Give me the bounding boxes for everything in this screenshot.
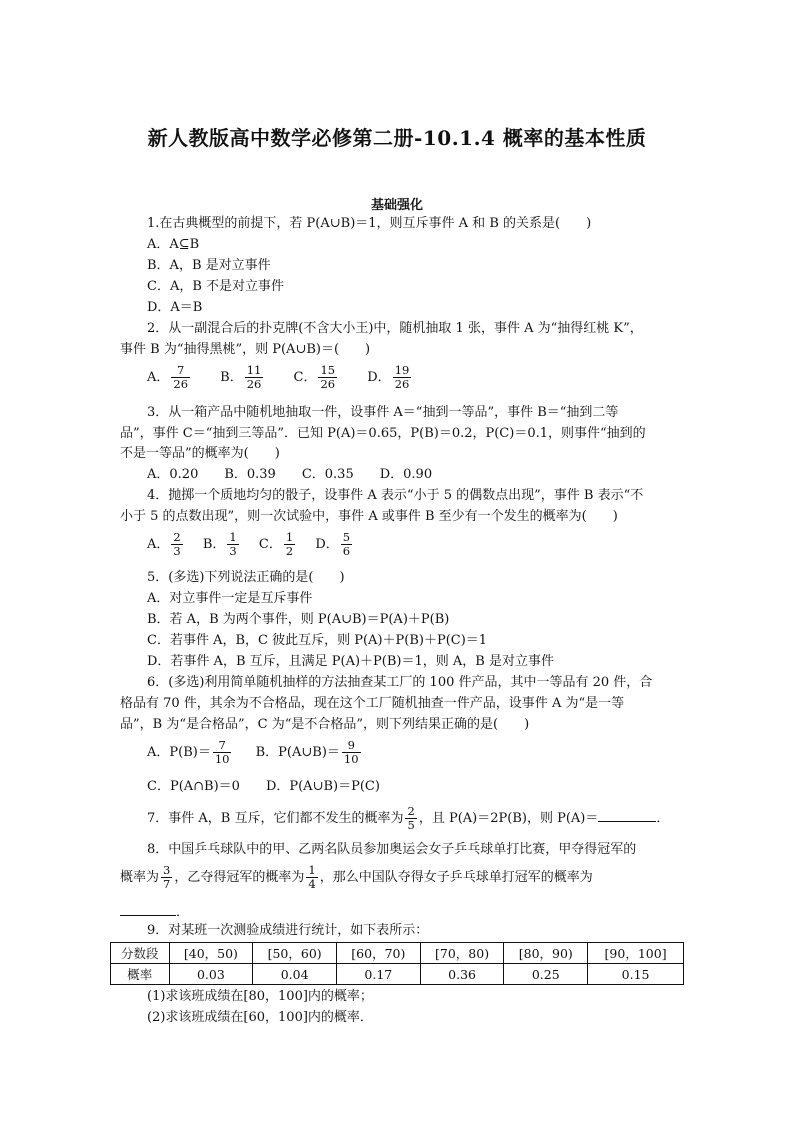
table-row — [111, 964, 684, 985]
table-cell: 0.04 — [253, 964, 337, 985]
fraction: $\frac{2}{3}$ — [173, 530, 181, 558]
fraction: $\frac{1}{4}$ — [308, 863, 316, 891]
q4-option-a: A． $\frac{2}{3}$ — [147, 530, 181, 558]
table-cell: [60，70) — [336, 943, 420, 964]
page-title: 新人教版高中数学必修第二册-10.1.4 概率的基本性质 — [147, 126, 647, 150]
table-cell: 0.15 — [588, 964, 684, 985]
fraction: $\frac{1}{2}$ — [285, 530, 294, 558]
q2-stem-line1: 2．从一副混合后的扑克牌(不含大小王)中，随机抽取 1 张，事件 A 为“抽得红桃 K”， — [147, 321, 643, 336]
q6-options-cd: C．P(A∩B)＝0 D．P(A∪B)＝P(C) — [147, 779, 380, 794]
table-cell: [90，100] — [588, 943, 684, 964]
q1-stem: 1.在古典概型的前提下，若 P(A∪B)＝1，则互斥事件 A 和 B 的关系是( ) — [147, 216, 592, 231]
q8-stem-line1: 8．中国乒乓球队中的甲、乙两名队员参加奥运会女子乒乓球单打比赛，甲夺得冠军的 — [147, 842, 637, 857]
section-heading: 基础强化 — [370, 198, 423, 213]
table-cell: [70，80) — [420, 943, 504, 964]
q1-option-b: B．A，B 是对立事件 — [147, 258, 271, 273]
q2-option-d: D． $\frac{19}{26}$ — [367, 363, 410, 391]
q5-option-c: C．若事件 A，B，C 彼此互斥，则 P(A)＋P(B)＋P(C)＝1 — [147, 633, 488, 648]
q1-option-a: A．A⊆B — [147, 237, 200, 252]
table-cell: 0.17 — [336, 964, 420, 985]
q5-option-d: D．若事件 A，B 互斥，且满足 P(A)＋P(B)＝1，则 A，B 是对立事件 — [147, 654, 554, 669]
q6-option-a: A．P(B)＝ $\frac{7}{10}$ — [147, 738, 230, 766]
fraction: $\frac{2}{5}$ — [407, 804, 415, 832]
fraction: $\frac{15}{26}$ — [320, 363, 336, 391]
table-header-row — [111, 943, 684, 964]
q6-stem-line1: 6．(多选)利用简单随机抽样的方法抽查某工厂的 100 件产品，其中一等品有 20 件，合 — [147, 675, 653, 690]
fraction: $\frac{5}{6}$ — [342, 530, 351, 558]
fraction: $\frac{7}{26}$ — [173, 363, 189, 391]
q5-option-b: B．若 A，B 为两个事件，则 P(A∪B)＝P(A)＋P(B) — [147, 612, 450, 627]
table-cell: 0.25 — [504, 964, 588, 985]
table-cell: [80，90) — [504, 943, 588, 964]
q9-part1: (1)求该班成绩在[80，100]内的概率； — [147, 989, 373, 1004]
q5-stem: 5．(多选)下列说法正确的是( ) — [147, 570, 345, 585]
q4-options — [147, 531, 354, 558]
fraction: $\frac{1}{3}$ — [229, 530, 237, 558]
q1-option-d: D．A＝B — [147, 300, 203, 315]
q4-option-b: B． $\frac{1}{3}$ — [202, 530, 237, 558]
table-cell: 分数段 — [111, 943, 170, 964]
q5-option-a: A．对立事件一定是互斥事件 — [147, 591, 313, 606]
q8-stem-line2: 概率为 $\frac{3}{7}$ ，乙夺得冠军的概率为 $\frac{1}{4}$ ，那么中国队夺得女子乒乓球单打冠军的概率为 — [120, 863, 593, 891]
table-cell: [40，50) — [169, 943, 253, 964]
table-cell: [50，60) — [253, 943, 337, 964]
q2-stem-line2: 事件 B 为“抽得黑桃”，则 P(A∪B)＝( ) — [120, 342, 371, 357]
q1-option-c: C．A，B 不是对立事件 — [147, 279, 285, 294]
q3-stem-line2: 品”，事件 C＝“抽到三等品”．已知 P(A)＝0.65，P(B)＝0.2，P(C)＝0.1，则事件“抽到的 — [120, 426, 646, 441]
q3-stem-line3: 不是一等品”的概率为( ) — [120, 446, 280, 461]
q2-option-a: A． $\frac{7}{26}$ — [147, 363, 189, 391]
q9-stem: 9．对某班一次测验成绩进行统计，如下表所示： — [147, 923, 429, 938]
fraction: $\frac{11}{26}$ — [246, 363, 262, 391]
q6-option-b: B．P(A∪B)＝ $\frac{9}{10}$ — [255, 738, 359, 766]
table-cell: 0.36 — [420, 964, 504, 985]
q9-part2: (2)求该班成绩在[60，100]内的概率． — [147, 1010, 373, 1025]
table-cell: 概率 — [111, 964, 170, 985]
fraction: $\frac{19}{26}$ — [394, 363, 410, 391]
q4-option-d: D． $\frac{5}{6}$ — [315, 530, 351, 558]
q2-option-b: B． $\frac{11}{26}$ — [220, 363, 262, 391]
q3-stem-line1: 3．从一箱产品中随机地抽取一件，设事件 A＝“抽到一等品”，事件 B＝“抽到二等 — [147, 405, 619, 420]
fraction: $\frac{7}{10}$ — [214, 738, 230, 766]
answer-blank[interactable] — [120, 903, 176, 916]
answer-blank[interactable] — [598, 809, 656, 822]
q7-stem: 7．事件 A，B 互斥，它们都不发生的概率为 $\frac{2}{5}$ ，且 P(A)＝2P(B)，则 P(A)＝ ． — [147, 804, 670, 832]
q6-stem-line2: 格品有 70 件，其余为不合格品，现在这个工厂随机抽查一件产品，设事件 A 为“是一等 — [120, 696, 625, 711]
q8-answer-line: ． — [120, 903, 189, 921]
q2-option-c: C． $\frac{15}{26}$ — [293, 363, 336, 391]
q3-options: A．0.20 B．0.39 C．0.35 D．0.90 — [147, 467, 433, 482]
fraction: $\frac{3}{7}$ — [163, 863, 171, 891]
q6-stem-line3: 品”，B 为“是合格品”，C 为“是不合格品”，则下列结果正确的是( ) — [120, 717, 530, 732]
q4-stem-line2: 小于 5 的点数出现”，则一次试验中，事件 A 或事件 B 至少有一个发生的概率为( ) — [120, 509, 618, 524]
score-table — [110, 942, 684, 985]
q2-options — [147, 364, 413, 391]
fraction: $\frac{9}{10}$ — [343, 738, 359, 766]
q4-stem-line1: 4．抛掷一个质地均匀的骰子，设事件 A 表示“小于 5 的偶数点出现”，事件 B 表示“不 — [147, 488, 644, 503]
q6-options-ab — [147, 739, 363, 766]
table-cell: 0.03 — [169, 964, 253, 985]
q4-option-c: C． $\frac{1}{2}$ — [258, 530, 294, 558]
